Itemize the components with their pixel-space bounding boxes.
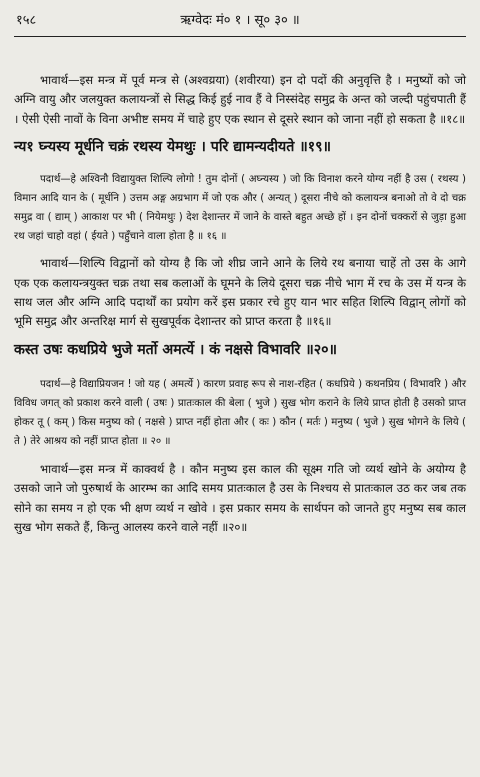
- page-number: १५८: [16, 13, 37, 28]
- padarth-paragraph-19: पदार्थ—हे अश्विनौ विद्यायुक्त शिल्पि लोगो ! तुम दोनों ( अघ्न्यस्य ) जो कि विनाश करने योग्य नहीं है उस ( रथस्य ) विमान आदि यान के ( मूर्धनि ) उत्तम अङ्ग अग्रभाग में जो एक और ( अन्यत् ) दूसरा नीचे को कलायन्त्र बनाओ तो वे दो चक्र समुद्र वा ( द्याम् ) आकाश पर भी ( नियेमथुः ) देश देशान्तर में जाने के वास्ते बहुत अच्छे हों । इन दोनों चक्करों से जुड़ा हुआ रथ जहां चाहो वहां ( ईयते ) पहुँचाने वाला होता है ॥ १६ ॥: [14, 174, 466, 243]
- bhavarth-paragraph-19: भावार्थ—शिल्पि विद्वानों को योग्य है कि जो शीघ्र जाने आने के लिये रथ बनाया चाहें तो उस के आगे एक एक कलायन्त्रयुक्त चक्र तथा सब कलाओं के घूमने के लिये दूसरा चक्र नीचे भाग में रच के उस में यन्त्र के साथ जल और अग्नि आदि पदार्थों का प्रयोग करें इस प्रकार रचे हुए यान भार सहित शिल्पि विद्वान् लोगों को भूमि समुद्र और अन्तरिक्ष मार्ग से सुखपूर्वक देशान्तर को प्राप्त करता है ॥१६॥: [14, 256, 466, 329]
- running-title: ऋग्वेदः मं० १ । सू० ३० ॥: [180, 13, 300, 28]
- page-header: [14, 6, 466, 37]
- mantra-verse-19: न्य१ घ्न्यस्य मूर्धनि चक्रं रथस्य येमथुः । परि द्यामन्यदीयते ॥१९॥: [14, 139, 332, 156]
- bhavarth-paragraph-18: भावार्थ—इस मन्त्र में पूर्व मन्त्र से (अश्वय्रया) (शवीरया) इन दो पदों की अनुवृत्ति है । मनुष्यों को जो अग्नि वायु और जलयुक्त कलायन्त्रों से सिद्ध किई हुई नाव हैं वे निस्संदेह समुद्र के अन्त को जल्दी पहुंचपाती हैं । ऐसी ऐसी नावों के विना अभीष्ट समय में चाहे हुए एक स्थान से दूसरे स्थान को जाना नहीं हो सकता है ॥१८॥: [14, 73, 466, 126]
- bhavarth-paragraph-20: भावार्थ—इस मन्त्र में काक्वर्थ है । कौन मनुष्य इस काल की सूक्ष्म गति जो व्यर्थ खोने के अयोग्य है उसको जाने जो पुरुषार्थ के आरम्भ का आदि समय प्रातःकाल है उस के निश्चय से प्रातःकाल उठ कर जब तक सोने का समय न हो एक भी क्षण व्यर्थ न खोवे । इस प्रकार समय के सार्थपन को जानते हुए मनुष्य सब काल सुख भोग सकते हैं, किन्तु आलस्य करने वाले नहीं ॥२०॥: [14, 461, 466, 535]
- mantra-verse-20: कस्त उषः कधप्रिये भुजे मर्तो अमर्त्ये । कं नक्षसे विभावरि ॥२०॥: [14, 341, 337, 358]
- padarth-paragraph-20: पदार्थ—हे विद्याप्रियजन ! जो यह ( अमर्त्ये ) कारण प्रवाह रूप से नाश-रहित ( कधप्रिये ) कथनप्रिय ( विभावरि ) और विविध जगत् को प्रकाश करने वाली ( उषः ) प्रातःकाल की बेला ( भुजे ) सुख भोग कराने के लिये प्राप्त होती है उसको प्राप्त होकर तू ( कम् ) किस मनुष्य को ( नक्षसे ) प्राप्त नहीं होता और ( कः ) कौन ( मर्तः ) मनुष्य ( भुजे ) सुख भोगने के लिये ( ते ) तेरे आश्रय को नहीं प्राप्त होता ॥ २० ॥: [14, 378, 466, 447]
